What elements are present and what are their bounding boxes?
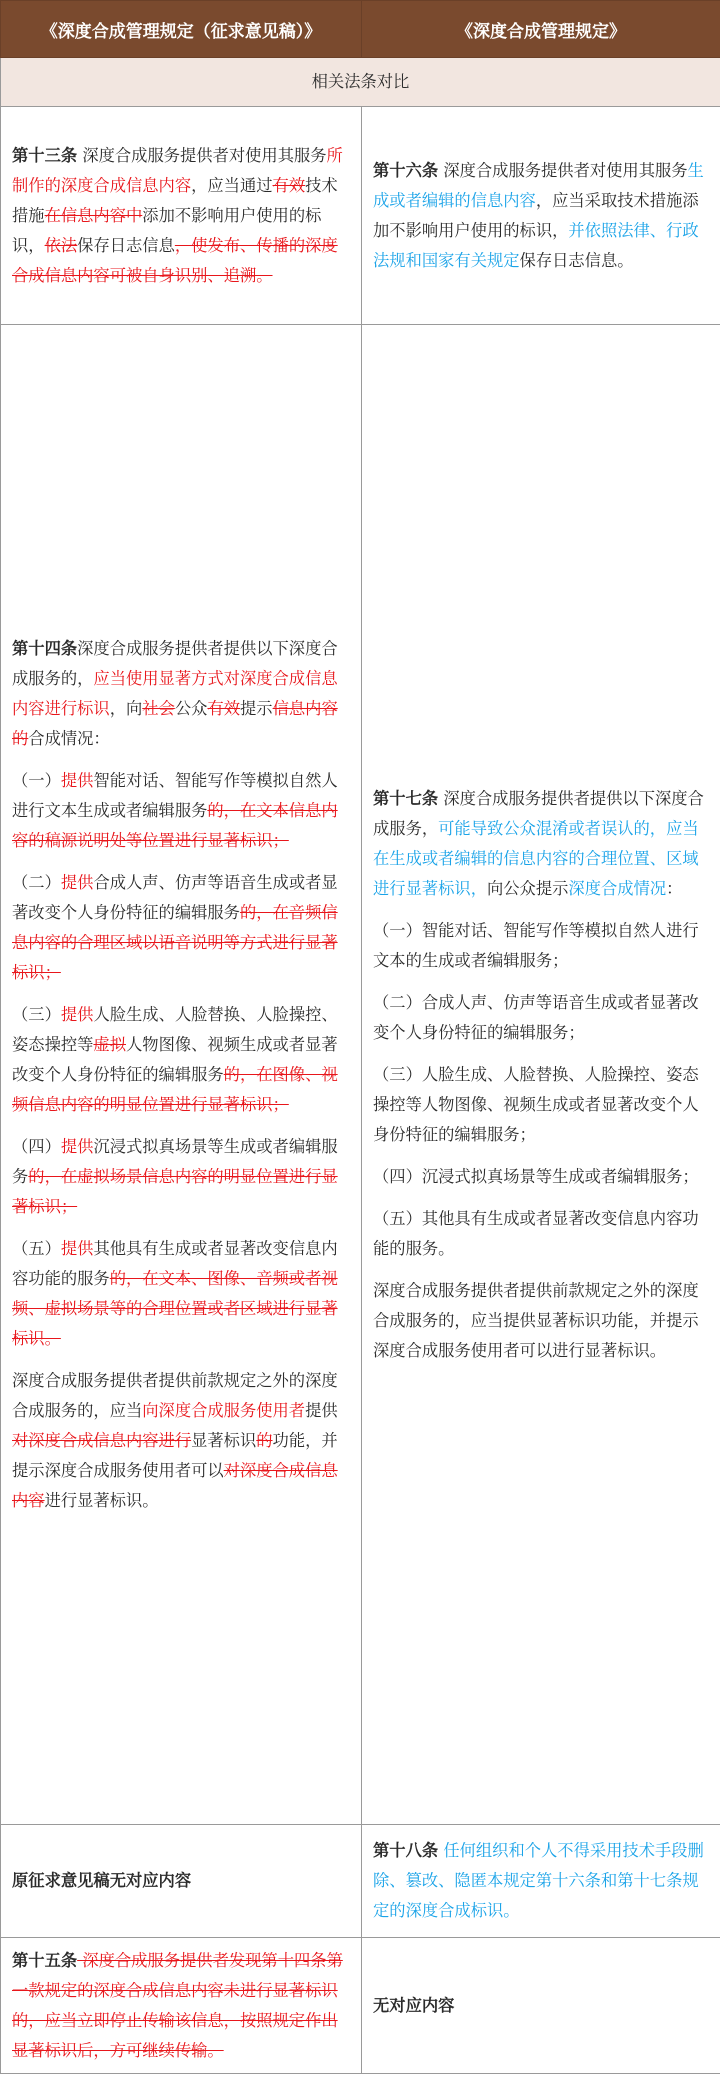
text-run: 深度合成服务提供者提供以下深度合成服务， [373,789,704,838]
deleted-text: 在信息内容中 [45,206,143,225]
paragraph [12,1000,350,1120]
text-run: 人脸生成、人脸替换、人脸操控、姿态操控等 [12,1005,338,1054]
paragraph [373,988,709,1048]
draft-no-content-note: 原征求意见稿无对应内容 [1,1825,362,1938]
deleted-text: 信息内容的 [12,699,338,748]
added-text: 向深度合成服务使用者 [142,1401,305,1420]
paragraph [373,1204,709,1264]
article-number: 第十七条 [373,789,438,808]
paragraph [12,766,350,856]
added-text: 提供 [61,771,94,790]
text-run: 深度合成服务提供者提供前款规定之外的深度合成服务的，应当 [12,1371,338,1420]
text-run: 提示 [240,699,273,718]
text-run: 保存日志信息 [77,236,175,255]
deleted-text: 有效 [273,176,306,195]
deleted-text: 依法 [45,236,78,255]
text-run: ，应当通过 [191,176,272,195]
text-run: 合成情况： [28,729,109,748]
paragraph [373,1162,709,1192]
new-text: 深度合成情况 [568,879,666,898]
deleted-text: 虚拟 [93,1035,126,1054]
text-run: （一） [12,771,61,790]
deleted-text: 的，在音频信息内容的合理区域以语音说明等方式进行显著标识； [12,903,338,982]
added-text: 所制作的深度合成信息内容 [12,146,343,195]
text-run: （五）其他具有生成或者显著改变信息内容功能的服务。 [373,1209,699,1258]
text-run: 技术措施 [12,176,338,225]
text-run: 向公众提示 [487,879,568,898]
draft-article-13 [1,107,362,325]
new-text: 并依照法律、行政法规和国家有关规定 [373,221,699,270]
draft-article-15 [1,1938,362,2074]
new-text: 生成或者编辑的信息内容 [373,161,704,210]
added-text: 提供 [61,1137,94,1156]
text-run: 深度合成服务提供者提供前款规定之外的深度合成服务的，应当提供显著标识功能，并提示深度合成服务使用者可以进行显著标识。 [373,1281,699,1360]
text-run: 深度合成服务提供者对使用其服务 [77,146,326,165]
text-run: 智能对话、智能写作等模拟自然人进行文本生成或者编辑服务 [12,771,338,820]
final-article-17 [362,325,720,1825]
text-run: （三） [12,1005,61,1024]
text-run: 人物图像、视频生成或者显著改变个人身份特征的编辑服务 [12,1035,338,1084]
rich-text [373,156,709,276]
header-draft: 《深度合成管理规定（征求意见稿）》 [1,1,362,58]
added-text: 提供 [61,1005,94,1024]
text-run: 显著标识 [191,1431,256,1450]
deleted-text: ，使发布、传播的深度合成信息内容可被自身识别、追溯。 [12,236,338,285]
text-run: ，向 [110,699,143,718]
text-run: ： [666,879,682,898]
subheader: 相关法条对比 [1,58,720,107]
text-run: 深度合成服务提供者对使用其服务 [438,161,687,180]
deleted-text: 社会 [142,699,175,718]
header-final: 《深度合成管理规定》 [362,1,720,58]
text-run: （四）沉浸式拟真场景等生成或者编辑服务； [373,1167,699,1186]
text-run: 提供 [305,1401,338,1420]
text-run: （一）智能对话、智能写作等模拟自然人进行文本的生成或者编辑服务； [373,921,699,970]
paragraph [12,1366,350,1516]
text-run: 深度合成服务提供者提供以下深度合成服务的， [12,639,338,688]
text-run: 沉浸式拟真场景等生成或者编辑服务 [12,1137,338,1186]
article-number: 第十五条 [12,1951,77,1970]
text-run: 公众 [175,699,208,718]
paragraph [12,634,350,754]
final-no-content-note: 无对应内容 [362,1938,720,2074]
text-run: （二） [12,873,61,892]
article-number: 第十三条 [12,146,77,165]
text-run: 合成人声、仿声等语音生成或者显著改变个人身份特征的编辑服务 [12,873,338,922]
final-article-16 [362,107,720,325]
text-run: 功能，并提示深度合成服务使用者可以 [12,1431,338,1480]
added-text: 应当使用显著方式对深度合成信息内容进行标识 [12,669,338,718]
deleted-text: 的，在文本信息内容的稿源说明处等位置进行显著标识； [12,801,338,850]
paragraph [12,1234,350,1354]
paragraph [373,784,709,904]
paragraph [373,1276,709,1366]
article-number: 第十八条 [373,1841,438,1860]
deleted-text: 对深度合成信息内容 [12,1461,338,1510]
article-number: 第十四条 [12,639,77,658]
text-run: 添加不影响用户使用的标识， [12,206,321,255]
paragraph [373,916,709,976]
text-run: 保存日志信息。 [520,251,634,270]
text-run: （二）合成人声、仿声等语音生成或者显著改变个人身份特征的编辑服务； [373,993,699,1042]
new-text: 可能导致公众混淆或者误认的，应当在生成或者编辑的信息内容的合理位置、区域进行显著标识， [373,819,699,898]
rich-text [373,1836,709,1926]
text-run: ，应当采取技术措施添加不影响用户使用的标识， [373,191,699,240]
final-article-18 [362,1825,720,1938]
text-run: （三）人脸生成、人脸替换、人脸操控、姿态操控等人物图像、视频生成或者显著改变个人身份特征的编辑服务； [373,1065,699,1144]
deleted-text: 的，在虚拟场景信息内容的明显位置进行显著标识； [12,1167,338,1216]
deleted-text: 深度合成服务提供者发现第十四条第一款规定的深度合成信息内容未进行显著标识的，应当立即停止传输该信息，按照规定作出显著标识后，方可继续传输。 [12,1951,343,2060]
rich-text [12,1946,350,2066]
paragraph [373,1060,709,1150]
draft-article-14 [1,325,362,1825]
deleted-text: 对深度合成信息内容进行 [12,1431,191,1450]
paragraph [12,868,350,988]
text-run: （四） [12,1137,61,1156]
deleted-text: 的 [256,1431,272,1450]
text-run: （五） [12,1239,61,1258]
deleted-text: 的，在图像、视频信息内容的明显位置进行显著标识； [12,1065,338,1114]
text-run: 进行显著标识。 [45,1491,159,1510]
added-text: 提供 [61,873,94,892]
rich-text [12,141,350,291]
new-text: 任何组织和个人不得采用技术手段删除、篡改、隐匿本规定第十六条和第十七条规定的深度合成标识。 [373,1841,704,1920]
added-text: 提供 [61,1239,94,1258]
deleted-text: 有效 [207,699,240,718]
article-number: 第十六条 [373,161,438,180]
deleted-text: 的，在文本、图像、音频或者视频、虚拟场景等的合理位置或者区域进行显著标识。 [12,1269,338,1348]
paragraph [12,1132,350,1222]
text-run: 其他具有生成或者显著改变信息内容功能的服务 [12,1239,338,1288]
